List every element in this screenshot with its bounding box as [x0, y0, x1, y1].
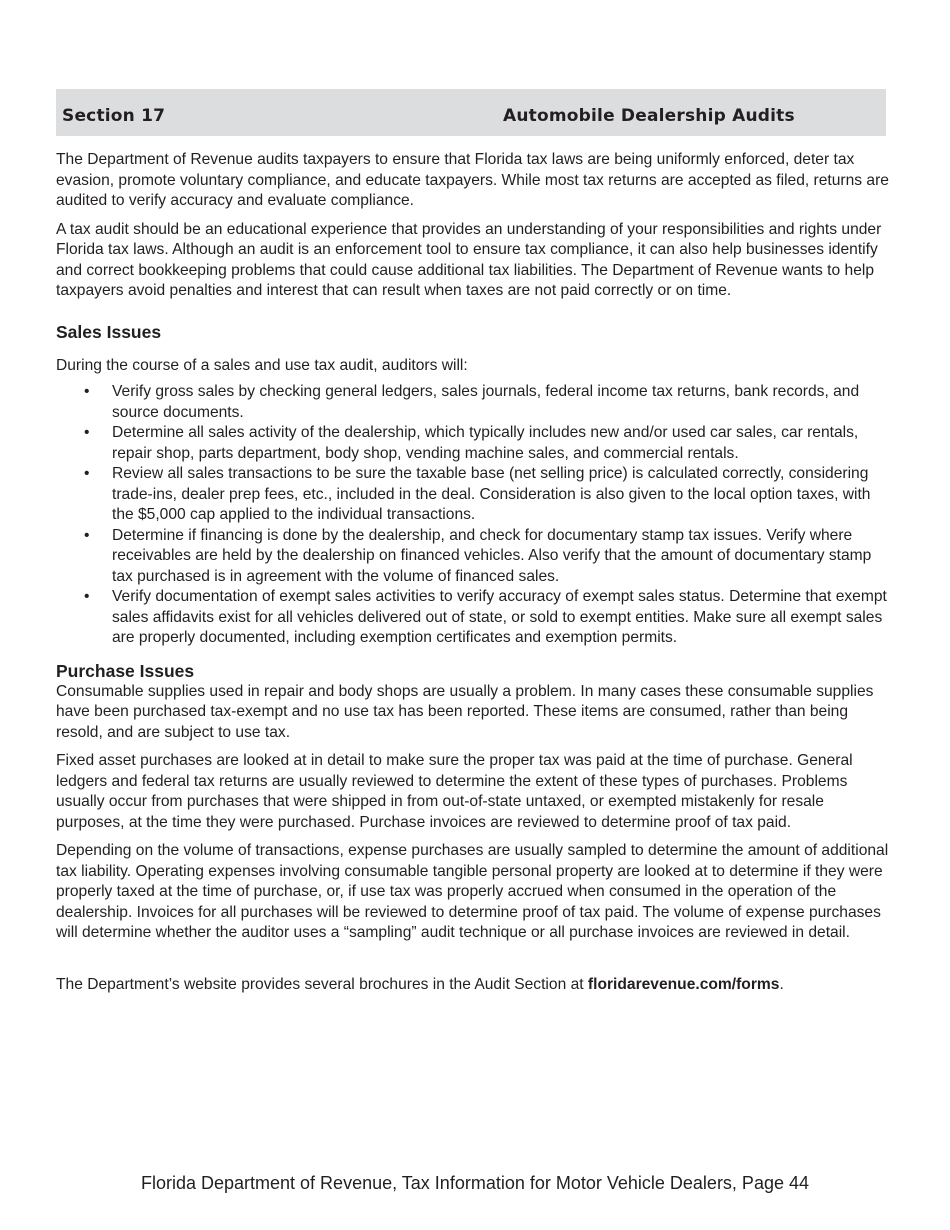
sales-lead: During the course of a sales and use tax audit, auditors will:	[56, 356, 468, 374]
purchase-paragraph: Depending on the volume of transactions, expense purchases are usually sampled to determine the amount of additional tax liability. Operating expenses involving consumable tangible personal property are looked at to determine if they were properly taxed at the time of purchase, or, if use tax was properly accrued when consumed in the operation of the dealership. Invoices for all purchases will be reviewed to determine proof of tax paid. The volume of expense purchases will determine whether the auditor uses a “sampling” audit technique or all purchase invoices are reviewed in detail.	[56, 842, 889, 941]
list-item	[56, 464, 892, 526]
bullet-icon: •	[84, 588, 90, 605]
list-item-text: Determine all sales activity of the dealership, which typically includes new and/or used car sales, car rentals, repair shop, parts department, body shop, vending machine sales, and commercial rentals.	[112, 424, 859, 462]
bullet-icon: •	[84, 526, 90, 544]
page-content	[56, 150, 892, 1003]
list-item	[56, 423, 892, 464]
sales-bullet-list	[56, 382, 892, 649]
page-footer: Florida Department of Revenue, Tax Information for Motor Vehicle Dealers, Page 44	[140, 1173, 809, 1193]
website-link[interactable]: floridarevenue.com/forms	[587, 975, 780, 993]
intro-paragraph: A tax audit should be an educational experience that provides an understanding of your responsibilities and rights under Florida tax laws. Although an audit is an enforcement tool to ensure tax compliance, it can also help businesses identify and correct bookkeeping problems that could cause additional tax liabilities. The Department of Revenue wants to help taxpayers avoid penalties and interest that can result when taxes are not paid correctly or on time.	[56, 220, 882, 299]
section-header-bar	[56, 89, 886, 136]
sales-issues-heading: Sales Issues	[56, 321, 162, 342]
list-item-text: Review all sales transactions to be sure the taxable base (net selling price) is calculated correctly, considering trade-ins, dealer prep fees, etc., included in the deal. Consideration is also given to the local option taxes, with the $5,000 cap applied to the individual transactions.	[112, 465, 871, 523]
purchase-paragraph: Fixed asset purchases are looked at in detail to make sure the proper tax was paid at the time of purchase. General ledgers and federal tax returns are usually reviewed to determine the extent of these types of purchases. Problems usually occur from purchases that were shipped in from out-of-state untaxed, or exempted mistakenly for resale purposes, at the time they were purchased. Purchase invoices are reviewed to determine proof of tax paid.	[56, 752, 853, 831]
list-item	[56, 526, 892, 588]
closing-period: .	[779, 975, 784, 993]
list-item-text: Verify gross sales by checking general ledgers, sales journals, federal income tax returns, bank records, and source documents.	[112, 383, 860, 421]
section-title: Automobile Dealership Audits	[503, 106, 795, 126]
purchase-issues-heading: Purchase Issues	[56, 660, 195, 681]
list-item-text: Determine if financing is done by the dealership, and check for documentary stamp tax issues. Verify where receivables are held by the dealership on financed vehicles. Also verify that the amount of documentary stamp tax purchased is in agreement with the volume of financed sales.	[112, 526, 872, 585]
list-item	[56, 382, 892, 423]
closing-text: The Department’s website provides several brochures in the Audit Section at	[56, 975, 588, 993]
bullet-icon: •	[84, 383, 90, 400]
bullet-icon: •	[84, 424, 90, 441]
list-item	[56, 587, 892, 649]
section-number: Section 17	[62, 106, 166, 126]
closing-paragraph	[56, 975, 892, 996]
bullet-icon: •	[84, 465, 90, 482]
intro-paragraph: The Department of Revenue audits taxpayers to ensure that Florida tax laws are being uniformly enforced, deter tax evasion, promote voluntary compliance, and educate taxpayers. While most tax returns are accepted as filed, returns are audited to verify accuracy and evaluate compliance.	[56, 151, 889, 209]
list-item-text: Verify documentation of exempt sales activities to verify accuracy of exempt sales status. Determine that exempt sales affidavits exist for all vehicles delivered out of state, or sold to exempt entities. Make sure all exempt sales are properly documented, including exemption certificates and exemption permits.	[112, 588, 887, 646]
purchase-paragraph: Consumable supplies used in repair and body shops are usually a problem. In many cases these consumable supplies have been purchased tax-exempt and no use tax has been reported. These items are consumed, rather than being resold, and are subject to use tax.	[56, 682, 874, 741]
